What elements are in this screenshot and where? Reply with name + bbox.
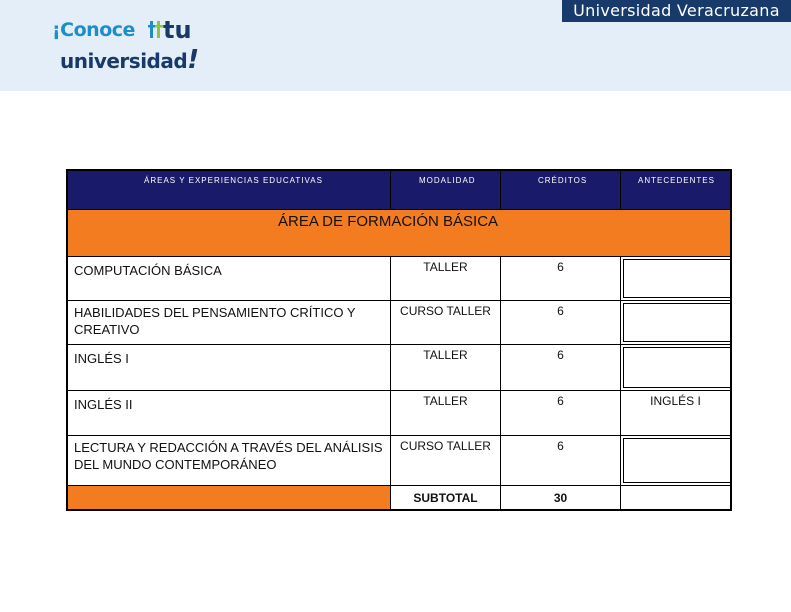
course-antecedentes: INGLÉS I xyxy=(620,391,730,435)
header-modalidad: MODALIDAD xyxy=(419,176,476,185)
course-antecedentes xyxy=(620,257,730,300)
course-antecedentes xyxy=(620,436,730,485)
divider xyxy=(500,171,501,209)
subtotal-row xyxy=(68,486,730,509)
logo-exclamation: ! xyxy=(187,45,199,75)
course-modalidad: CURSO TALLER xyxy=(390,301,500,344)
table-row xyxy=(68,391,730,436)
logo-line2 xyxy=(60,45,199,75)
course-name: INGLÉS II xyxy=(74,397,133,412)
logo-line1: ¡Conoce xyxy=(52,19,135,41)
subtotal-fill xyxy=(68,486,390,509)
course-name: LECTURA Y REDACCIÓN A TRAVÉS DEL ANÁLISIS DEL MUNDO CONTEMPORÁNEO xyxy=(74,440,383,472)
course-creditos: 6 xyxy=(500,391,620,435)
subtotal-value: 30 xyxy=(500,486,620,509)
section-row xyxy=(68,209,730,257)
logo-tu: tu xyxy=(163,16,192,44)
course-modalidad: TALLER xyxy=(390,391,500,435)
logo-line2-text: universidad xyxy=(60,49,188,73)
course-name: HABILIDADES DEL PENSAMIENTO CRÍTICO Y CREATIVO xyxy=(74,305,356,337)
table-row xyxy=(68,301,730,345)
section-title: ÁREA DE FORMACIÓN BÁSICA xyxy=(278,213,499,230)
table-row xyxy=(68,436,730,486)
header-creditos: CRÉDITOS xyxy=(538,176,588,185)
antecedentes-box xyxy=(623,303,730,342)
course-modalidad: TALLER xyxy=(390,257,500,300)
course-name: COMPUTACIÓN BÁSICA xyxy=(74,263,222,278)
header-antecedentes: ANTECEDENTES xyxy=(638,176,715,185)
course-antecedentes xyxy=(620,301,730,344)
course-creditos: 6 xyxy=(500,436,620,485)
divider xyxy=(390,171,391,209)
course-creditos: 6 xyxy=(500,257,620,300)
table-row xyxy=(68,257,730,301)
curriculum-table xyxy=(66,169,732,511)
course-name: INGLÉS I xyxy=(74,351,129,366)
course-modalidad: CURSO TALLER xyxy=(390,436,500,485)
university-banner: Universidad Veracruzana xyxy=(562,0,791,22)
table-header xyxy=(68,171,730,209)
divider xyxy=(620,171,621,209)
antecedentes-box xyxy=(623,347,730,388)
antecedentes-box xyxy=(623,438,730,483)
header-areas: ÁREAS Y EXPERIENCIAS EDUCATIVAS xyxy=(144,176,323,185)
conoce-tu-universidad-logo xyxy=(52,14,212,74)
antecedentes-box xyxy=(623,259,730,298)
course-modalidad: TALLER xyxy=(390,345,500,390)
course-antecedentes xyxy=(620,345,730,390)
course-creditos: 6 xyxy=(500,301,620,344)
table-row xyxy=(68,345,730,391)
subtotal-label: SUBTOTAL xyxy=(390,486,500,509)
course-creditos: 6 xyxy=(500,345,620,390)
subtotal-empty xyxy=(620,486,730,509)
